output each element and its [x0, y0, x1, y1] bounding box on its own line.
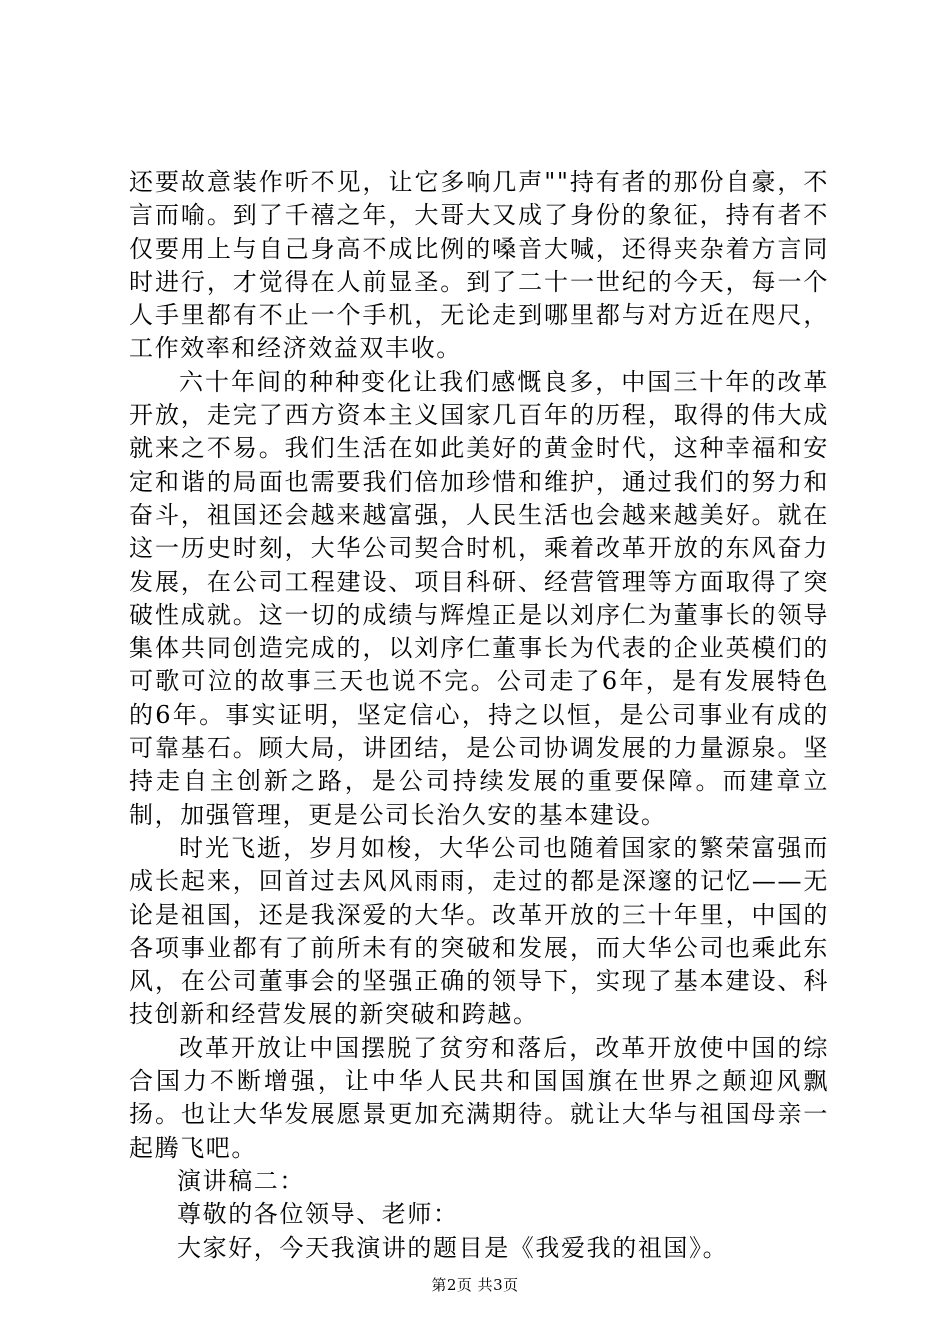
speech-opening: 大家好，今天我演讲的题目是《我爱我的祖国》。 — [177, 1233, 729, 1262]
document-body — [129, 166, 829, 1265]
paragraph-company-growth: 时光飞逝，岁月如梭，大华公司也随着国家的繁荣富强而成长起来，回首过去风风雨雨，走过的都是深邃的记忆——无论是祖国，还是我深爱的大华。改革开放的三十年里，中国的各项事业都有了前所未有的突破和发展，而大华公司也乘此东风，在公司董事会的坚强正确的领导下，实现了基本建设、科技创新和经营发展的新突破和跨越。 — [129, 833, 829, 1029]
page-footer — [0, 1274, 950, 1295]
paragraph-continued: 还要故意装作听不见，让它多响几声""持有者的那份自豪，不言而喻。到了千禧之年，大哥大又成了身份的象征，持有者不仅要用上与自己身高不成比例的嗓音大喊，还得夹杂着方言同时进行，才觉得在人前显圣。到了二十一世纪的今天，每一个人手里都有不止一个手机，无论走到哪里都与对方近在咫尺，工作效率和经济效益双丰收。 — [129, 168, 829, 363]
paragraph-reform-changes: 六十年间的种种变化让我们感慨良多，中国三十年的改革开放，走完了西方资本主义国家几百年的历程，取得的伟大成就来之不易。我们生活在如此美好的黄金时代，这种幸福和安定和谐的局面也需要我们倍加珍惜和维护，通过我们的努力和奋斗，祖国还会越来越富强，人民生活也会越来越美好。就在这一历史时刻，大华公司契合时机，乘着改革开放的东风奋力发展，在公司工程建设、项目科研、经营管理等方面取得了突破性成就。这一切的成绩与辉煌正是以刘序仁为董事长的领导集体共同创造完成的，以刘序仁董事长为代表的企业英模们的可歌可泣的故事三天也说不完。公司走了6年，是有发展特色的6年。事实证明，坚定信心，持之以恒，是公司事业有成的可靠基石。顾大局，讲团结，是公司协调发展的力量源泉。坚持走自主创新之路，是公司持续发展的重要保障。而建章立制，加强管理，更是公司长治久安的基本建设。 — [129, 367, 829, 829]
speech-heading: 演讲稿二： — [177, 1166, 305, 1195]
speech-salutation: 尊敬的各位领导、老师： — [177, 1200, 459, 1229]
page-number-label: 第2页 共3页 — [431, 1276, 519, 1294]
paragraph-conclusion: 改革开放让中国摆脱了贫穷和落后，改革开放使中国的综合国力不断增强，让中华人民共和国国旗在世界之颠迎风飘扬。也让大华发展愿景更加充满期待。就让大华与祖国母亲一起腾飞吧。 — [129, 1033, 829, 1162]
